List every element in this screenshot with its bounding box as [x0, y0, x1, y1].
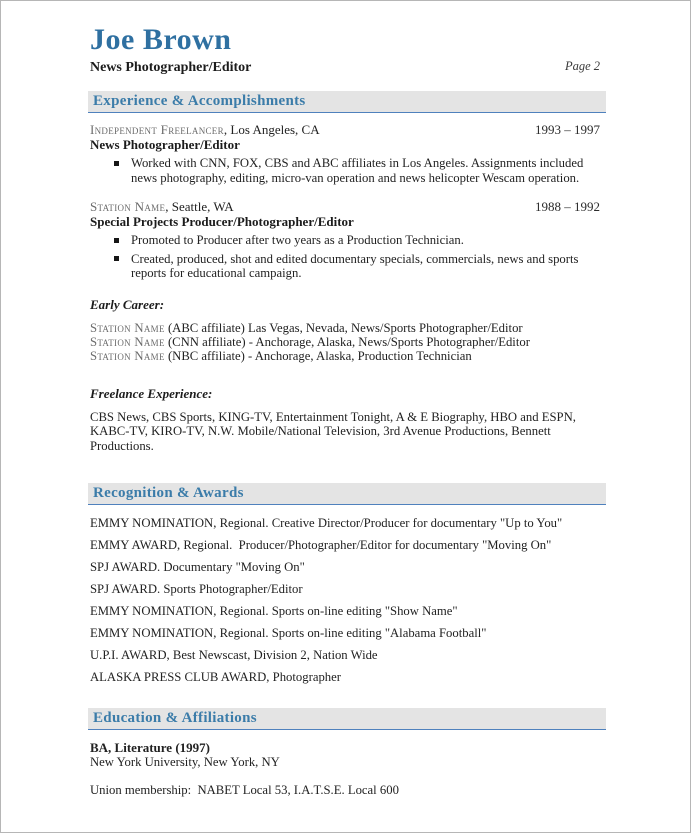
job-dates: 1988 – 1992 [535, 199, 600, 214]
bullet-list [90, 156, 606, 185]
square-bullet-icon [114, 256, 119, 261]
job-employer-line [90, 199, 234, 214]
job-role: News Photographer/Editor [90, 137, 240, 152]
degree-line: BA, Literature (1997) [90, 740, 210, 755]
station-detail: (CNN affiliate) - Anchorage, Alaska, News/Sports Photographer/Editor [164, 334, 530, 349]
early-career-heading: Early Career: [90, 296, 165, 312]
freelance-text: CBS News, CBS Sports, KING-TV, Entertainment Tonight, A & E Biography, HBO and ESPN, KABC-TV, KIRO-TV, N.W. Mobile/National Television, 3rd Avenue Productions, Bennett Productions. [90, 409, 576, 453]
early-career-list [90, 321, 606, 363]
award-line: EMMY NOMINATION, Regional. Sports on-line editing "Show Name" [90, 604, 458, 618]
union-membership-line: Union membership: NABET Local 53, I.A.T.S.E. Local 600 [90, 783, 399, 797]
job-bullet-text: Created, produced, shot and edited documentary specials, commercials, news and sports reports for educational campaign. [131, 251, 579, 280]
station-detail: (NBC affiliate) - Anchorage, Alaska, Production Technician [164, 348, 472, 363]
job-header [90, 122, 606, 137]
square-bullet-icon [114, 161, 119, 166]
station-line [90, 321, 606, 335]
award-line: ALASKA PRESS CLUB AWARD, Photographer [90, 670, 341, 684]
resume-name: Joe Brown [90, 23, 232, 56]
job-role: Special Projects Producer/Photographer/Editor [90, 214, 354, 229]
job-bullet [90, 156, 606, 185]
job-dates: 1993 – 1997 [535, 122, 600, 137]
bullet-list [90, 233, 606, 281]
job-location: , Los Angeles, CA [223, 122, 320, 137]
freelance-heading: Freelance Experience: [90, 385, 213, 401]
job-employer: Station Name [90, 199, 166, 214]
job-header [90, 199, 606, 214]
station-name: Station Name [90, 334, 165, 349]
job-bullet-text: Promoted to Producer after two years as a Production Technician. [131, 233, 464, 247]
section-header-recognition: Recognition & Awards [88, 483, 606, 505]
job-location: , Seattle, WA [165, 199, 234, 214]
station-name: Station Name [90, 348, 165, 363]
award-line: EMMY AWARD, Regional. Producer/Photographer/Editor for documentary "Moving On" [90, 538, 552, 552]
job-bullet [90, 252, 606, 281]
award-line: EMMY NOMINATION, Regional. Sports on-line editing "Alabama Football" [90, 626, 487, 640]
job-bullet-text: Worked with CNN, FOX, CBS and ABC affiliates in Los Angeles. Assignments included news photography, editing, micro-van operation and news helicopter Wescam operation. [131, 156, 584, 185]
job-bullet [90, 233, 606, 248]
resume-identity [90, 25, 251, 75]
job-employer-line [90, 122, 320, 137]
school-line: New York University, New York, NY [90, 755, 280, 769]
resume-subtitle: News Photographer/Editor [90, 60, 252, 75]
station-detail: (ABC affiliate) Las Vegas, Nevada, News/Sports Photographer/Editor [164, 320, 523, 335]
resume-content [90, 1, 606, 797]
award-line: EMMY NOMINATION, Regional. Creative Director/Producer for documentary "Up to You" [90, 516, 563, 530]
station-line [90, 349, 606, 363]
award-list [90, 516, 606, 684]
award-line: SPJ AWARD. Sports Photographer/Editor [90, 582, 303, 596]
resume-header [90, 25, 606, 75]
page-number: Page 2 [564, 59, 600, 73]
award-line: SPJ AWARD. Documentary "Moving On" [90, 560, 305, 574]
station-line [90, 335, 606, 349]
job-employer: Independent Freelancer [90, 122, 224, 137]
station-name: Station Name [90, 320, 165, 335]
section-header-education: Education & Affiliations [88, 708, 606, 730]
section-header-experience: Experience & Accomplishments [88, 91, 606, 113]
square-bullet-icon [114, 238, 119, 243]
award-line: U.P.I. AWARD, Best Newscast, Division 2, Nation Wide [90, 648, 378, 662]
